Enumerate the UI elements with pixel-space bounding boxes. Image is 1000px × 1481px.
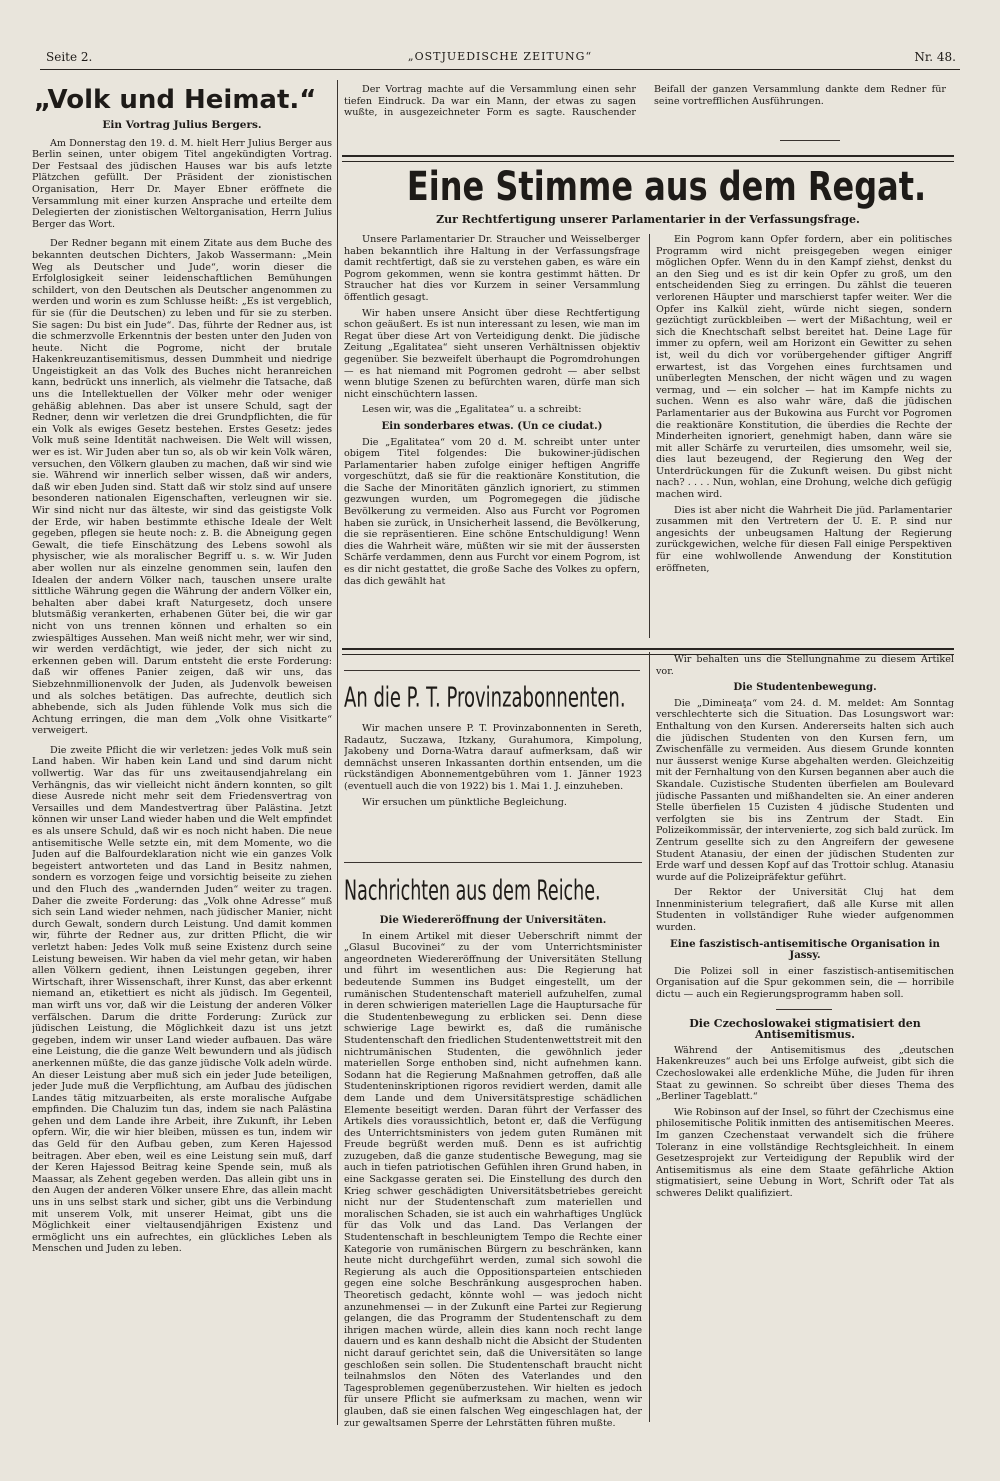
paragraph: Wie Robinson auf der Insel, so führt der Czechismus eine philosemitische Politik inmitten des antisemitischen Meeres. Im ganzen Czechenstaat verwandelt sich die frühere Toleranz in eine vollständige Rechtsgleichheit. In einem Gesetzesprojekt zur Verteidigung der Republik wird der Antisemitismus als eine dem Staate gefährliche Aktion stigmatisiert, seine Uebung in Wort, Schrift oder Tat als schweres Delikt qualifiziert. <box>656 1106 954 1199</box>
article-nachrichten-right <box>656 654 954 1434</box>
paragraph: Unsere Parlamentarier Dr. Straucher und Weisselberger haben bekanntlich ihre Haltung in der Verfassungsfrage damit rechtfertigt, daß sie zu verstehen gaben, es wäre ein Pogrom gekommen, wenn sie kontra gestimmt hätten. Dr Straucher hat dies vor Kurzem in seiner Versammlung öffentlich gesagt. <box>344 234 640 303</box>
section-rule <box>344 862 642 863</box>
section-rule <box>342 155 954 162</box>
paragraph: Die „Egalitatea“ vom 20 d. M. schreibt unter unter obigem Titel folgendes: Die bukowiner-jüdischen Parlamentarier haben zufolge einiger heftigen Angriffe vorgeschützt, daß sie für die reaktionäre Konstitution, die die Sache der Minoritäten gänzlich ignoriert, zu stimmen gezwungen wurden, um Pogromegegen die jüdische Bevölkerung zu vermeiden. Also aus Furcht vor Pogromen haben sie zurück, in Unsicherheit lassend, die Bevölkerung, die sie repräsentieren. Eine schöne Entschuldigung! Wenn dies die Wahrheit wäre, müßten wir sie mit der äussersten Schärfe verdammen, denn aus Furcht vor einem Pogrom, ist es dir nicht gestattet, die große Sache des Volkes zu opfern, das dich gewählt hat <box>344 436 640 587</box>
article-subtitle: Ein Vortrag Julius Bergers. <box>102 119 262 131</box>
paragraph: Lesen wir, was die „Egalitatea“ u. a schreibt: <box>362 404 582 416</box>
paragraph: Am Donnerstag den 19. d. M. hielt Herr Julius Berger aus Berlin seinen, unter obigem Titel angekündigten Vortrag. Der Festsaal des jüdischen Hauses war bis aufs letzte Plätzchen gefüllt. Der Präsident der zionistischen Organisation, Herr Dr. Mayer Ebner eröffnete die Versammlung mit einer kurzen Ansprache und erteilte dem Delegierten der zionistischen Weltorganisation, Herrn Julius Berger das Wort. <box>32 137 332 230</box>
paragraph: Der Vortrag machte auf die Versammlung einen sehr tiefen Eindruck. Da war ein Mann, der etwas zu sagen wußte, in ausgezeichneter Form es sagte. Rauschender Beifall der ganzen Versammlung dankte dem Redner für seine vortrefflichen Ausführungen. <box>344 84 946 119</box>
end-mark <box>780 140 840 141</box>
regat-title-box <box>342 164 954 212</box>
article-title: „Volk und Heimat.“ <box>34 85 317 115</box>
article-provinzabonnenten <box>344 660 642 858</box>
paragraph: Während der Antisemitismus des „deutschen Hakenkreuzes“ auch bei uns Erfolge aufweist, gibt sich die Czechoslowakei alle erdenkliche Mühe, die Juden für ihren Staat zu gewinnen. So schreibt über dieses Thema des „Berliner Tageblatt.“ <box>656 1044 954 1103</box>
column-divider <box>337 80 338 1425</box>
section-subheading: Die Studentenbewegung. <box>733 681 877 694</box>
article-volk-und-heimat <box>32 80 332 1425</box>
nachrichten-title-box <box>344 870 642 910</box>
paragraph: Die zweite Pflicht die wir verletzen: jedes Volk muß sein Land haben. Wir haben kein Land und sind darum nicht vollwertig. War das für uns zweitausendjahrelang ein Verhängnis, das wir vielleicht nicht ändern konnten, so gilt diese Ausrede nicht mehr seit dem Friedensvertrag von Versailles und dem Mandestvertrag über Palästina. Jetzt können wir unser Land wieder haben und die Welt empfindet es als unsere Schuld, daß wir es noch nicht haben. Die neue antisemitische Welle setzte ein, mit dem Momente, wo die Juden auf die Balfourdeklaration nicht wie ein ganzes Volk begeistert antworteten und das Land in Besitz nahmen, sondern es vorzogen feige und vorsichtig beiseite zu ziehen und den Fluch des „wandernden Juden“ weiter zu tragen. Daher die zweite Forderung: das „Volk ohne Adresse“ muß sich sein Land wieder nehmen, nach jüdischer Manier, nicht durch Gewalt, sondern durch Leistung. Und damit kommen wir, führte der Redner aus, zur dritten Pflicht, die wir verletzt haben: Jedes Volk muß seine Existenz durch seine Leistung beweisen. Wir haben da viel mehr getan, wir haben allen Völkern gedient, ihnen Leistungen gegeben, ihrer Wirtschaft, ihrer Wissenschaft, ihrer Kunst, das aber erkennt niemand an, etikettiert es nicht als jüdisch. Im Gegenteil, man wirft uns vor, daß wir die Leistung der anderen Völker verfälschen. Darum die dritte Forderung: Zurück zur jüdischen Leistung, die Möglichkeit dazu ist uns jetzt gegeben, indem wir unser Land wieder aufbauen. Das wäre eine Leistung, die die ganze Welt bewundern und als jüdisch anerkennen müßte, die das ganze jüdische Volk adeln würde. An dieser Leistung aber muß sich ein jeder Jude beteiligen, jeder Jude muß die Verpflichtung, am Aufbau des jüdischen Landes tätig mitzuarbeiten, als erste moralische Aufgabe empfinden. Die Chaluzim tun das, indem sie nach Palästina gehen und dem Lande ihre Arbeit, ihre Zukunft, ihr Leben opfern. Wir, die wir hier bleiben, müssen es tun, indem wir das Geld für den Aufbau geben, zum Keren Hajessod beitragen. Aber eben, weil es eine Leistung sein muß, darf der Keren Hajessod Beitrag keine Spende sein, muß als Maassar, als Zehent gegeben werden. Das allein gibt uns in den Augen der anderen Völker unsere Ehre, das allein macht uns in uns selbst stark und sicher, gibt uns die Verbindung mit unserem Volk, mit unserer Heimat, gibt uns die Möglichkeit einer vieltausendjährigen Existenz und ermöglicht uns ein aufrechtes, ein glückliches Leben als Menschen und Juden zu leben. <box>32 744 332 1255</box>
page-header <box>40 48 960 70</box>
article-title: Eine Stimme aus dem Regat. <box>406 164 927 210</box>
paragraph: Wir ersuchen um pünktliche Begleichung. <box>362 796 567 808</box>
provinz-title-box <box>344 677 642 717</box>
article-title: Nachrichten aus dem Reiche. <box>344 874 601 907</box>
header-rule <box>40 69 960 70</box>
paragraph: In einem Artikel mit dieser Ueberschrift nimmt der „Glasul Bucovinei“ zu der vom Unterrichtsminister angeordneten Wiedereröffnung der Universitäten Stellung und führt im wesentlichen aus: Die Regierung hat bedeutende Summen ins Budget eingestellt, um der rumänischen Studentenschaft materiell aufzuhelfen, zumal in deren schwierigen materiellen Lage die Hauptursache für die Studentenbewegung zu erblicken sei. Denn diese schwierige Lage bewirkt es, daß die rumänische Studentenschaft den friedlichen Studentenwettstreit mit den nichtrumänischen Studenten, die gewöhnlich jeder materiellen Sorge enthoben sind, nicht aufnehmen kann. Sodann hat die Regierung Maßnahmen getroffen, daß alle Studenteninskriptionen rigoros revidiert werden, damit alle dem Lande und dem Universitätsprestige schädlichen Elemente beseitigt werden. Daran führt der Verfasser des Artikels dies voraussichtlich, betont er, daß die Verfügung des Unterrichtsministers von jedem guten Rumänen mit Freude begrüßt werden muß. Denn es ist aufrichtig zuzugeben, daß die ganze studentische Bewegung, mag sie auch in tiefen patriotischen Gefühlen ihren Grund haben, in eine Sackgasse geraten sei. Die Einstellung des durch den Krieg schwer geschädigten Universitätsbetriebes gereicht nicht nur der Studentenschaft zum materiellen und moralischen Schaden, sie ist auch ein wahrhaftiges Unglück für das Volk und das Land. Das Verlangen der Studentenschaft in beschleunigtem Tempo die Rechte einer Kategorie von rumänischen Bürgern zu beschränken, kann heute nicht durchgeführt werden, zumal sich sowohl die Regierung als auch die Oppositionsparteien entschieden gegen eine solche Beschränkung ausgesprochen haben. Theoretisch gedacht, könnte wohl — was jedoch nicht anzunehmensei — in der Zukunft eine Partei zur Regierung gelangen, die das Programm der Studentenschaft zu dem ihrigen machen würde, allein dies kann noch recht lange dauern und es kann deshalb nicht die Absicht der Studenten nicht darauf gerichtet sein, daß die Universitäten so lange geschloßen sein sollen. Die Studentenschaft braucht nicht teilnahmslos den Nöten des Vaterlandes und den Tagesproblemen gegenüberzustehen. Wir hielten es jedoch für unsere Pflicht sie aufmerksam zu machen, wenn wir glauben, daß sie einen falschen Weg eingeschlagen hat, der zur gewaltsamen Sperre der Lehrstätten führen mußte. <box>344 930 642 1429</box>
regat-column-left <box>344 234 640 640</box>
article-volk-und-heimat-end <box>344 84 946 146</box>
paragraph: Der Rektor der Universität Cluj hat dem Innenministerium telegrafiert, daß alle Kurse mit allen Studenten in vollständiger Ruhe wieder aufgenommen wurden. <box>656 887 954 934</box>
paragraph: Wir behalten uns die Stellungnahme zu diesem Artikel vor. <box>656 654 954 677</box>
column-divider <box>649 234 650 638</box>
article-subtitle: Zur Rechtfertigung unserer Parlamentarier in der Verfassungsfrage. <box>436 213 860 226</box>
section-subheading: Ein sonderbares etwas. (Un ce ciudat.) <box>381 419 603 432</box>
paragraph: Dies ist aber nicht die Wahrheit Die jüd. Parlamentarier zusammen mit den Vertretern der U. E. P. sind nur angesichts der unbeugsamen Haltung der Regierung zurückgewichen, welche für diesen Fall einige Perspektiven für eine wohlwollende Anwendung der Konstitution eröffneten, <box>656 504 952 574</box>
paragraph: Der Redner begann mit einem Zitate aus dem Buche des bekannten deutschen Dichters, Jakob Wassermann: „Mein Weg als Deutscher und Jude“, worin dieser die Erfolglosigkeit seiner leidenschaftlichen Bemühungen schildert, von den Deutschen als Deutscher angenommen zu werden und worin es zum Schlusse heißt: „Es ist vergeblich, für sie (für die Deutschen) zu leben und für sie zu sterben. Sie sagen: Du bist ein Jude“. Das, führte der Redner aus, ist die schmerzvolle Erkenntnis der besten unter den Juden von heute. Nicht die Pogrome, nicht der brutale Hakenkreuzantisemitismus, dessen Dummheit und niedrige Ungeistigkeit an das Volk des Buches nicht heranreichen kann, bedrückt uns innerlich, als vielmehr die Tatsache, daß uns die Intellektuellen der Völker mehr oder weniger gehäßig ablehnen. Das aber ist unsere Schuld, sagt der Redner, denn wir verletzen die drei Grundpflichten, die für ein Volk als ewiges Gesetz bestehen. Erstes Gesetz: jedes Volk muß seine Identität nachweisen. Die Welt will wissen, wer es ist. Wir Juden aber tun so, als ob wir kein Volk wären, versuchen, den Völkern glauben zu machen, daß wir sind wie sie. Während wir innerlich selber wissen, daß wir anders, daß wir eben Juden sind. Statt daß wir stolz sind auf unsere besonderen nationalen Eigenschaften, verleugnen wir sie. Wir sind nicht nur das älteste, wir sind das geistigste Volk der Erde, wir haben bestimmte ethische Ideale der Welt gegeben, pflegen sie heute noch: z. B. die Abneigung gegen Gewalt, die tiefe Einschätzung des Lebens sowohl als physischer, wie als moralischer Begriff u. s. w. Wir Juden aber wollen nur als einzelne genommen sein, laufen den Idealen der andern Völker nach, tauschen unsere uralte sittliche Währung gegen die Währung der andern Völker ein, behalten aber dabei kraft Naturgesetz, doch unsere blutsmäßig verankerten, erhabenen Güter bei, die wir gar nicht von uns trennen können und erhalten so ein zwiespältiges Aussehen. Man weiß nicht mehr, wer wir sind, wir werden verdächtigt, wie jeder, der sich nicht zu erkennen geben will. Darum entsteht die erste Forderung: daß wir offenes Panier zeigen, daß wir uns, das Siebzehnmillionenvolk der Juden, als Judenvolk beweisen und als solches betätigen. Das aufrechte, deutlich sich abhebende, sich als Juden fühlende Volk mus sich die Achtung erringen, die man dem „Volk ohne Visitkarte“ verweigert. <box>32 238 332 737</box>
paragraph: Ein Pogrom kann Opfer fordern, aber ein politisches Programm wird nicht preisgegeben wegen einiger möglichen Opfer. Wenn du in den Kampf ziehst, denkst du an den Sieg und es ist dir kein Opfer zu groß, um den entscheidenden Sieg zu erringen. Du zählst die teueren verlorenen Häupter und marschierst tapfer weiter. Wer die Opfer ins Kalkül zieht, würde nicht siegen, sondern gezüchtigt zurückbleiben — wert der Mißachtung, weil er sich die Knechtschaft selbst bereitet hat. Deine Lage für immer zu opfern, weil am Horizont ein Gewitter zu sehen ist, weil du dich vor vorübergehender giftiger Angriff erwartest, ist das Vorgehen eines furchtsamen und unüberlegten Menschen, der nicht wägen und zu wagen vermag, und — ein solcher — hat im Kampfe nichts zu suchen. Wenn es also wahr wäre, daß die jüdischen Parlamentarier aus der Bukowina aus Furcht vor Pogromen die reaktionäre Konstitution, die überdies die Rechte der Minderheiten ignoriert, genehmigt haben, dann wäre sie mit aller Schärfe zu verurteilen, dies umsomehr, weil sie, dies laut bezeugend, der Regierung den Weg der Unterdrückungen für die Zukunft weisen. Du gibst nicht nach? . . . . Nun, wohlan, eine Drohung, welche dich gefügig machen wird. <box>656 234 952 501</box>
issue-number: Nr. 48. <box>914 50 956 64</box>
end-mark <box>776 1009 832 1010</box>
paragraph: Wir machen unsere P. T. Provinzabonnenten in Sereth, Radautz, Suczawa, Itzkany, Gurahumora, Kimpolung, Jakobeny und Dorna-Watra darauf aufmerksam, daß wir demnächst unseren Inkassanten dorthin entsenden, um die rückständigen Abonnementgebühren vom 1. Jänner 1923 (eventuell auch die von 1922) bis 1. Mai 1. J. einzuheben. <box>344 723 642 792</box>
section-subheading: Eine faszistisch-antisemitische Organisation in Jassy. <box>670 937 940 962</box>
newspaper-name: „OSTJUEDISCHE ZEITUNG“ <box>407 50 593 63</box>
section-subheading: Die Czechoslowakei stigmatisiert den Antisemitismus. <box>689 1016 921 1042</box>
paragraph: Die „Dimineaţa“ vom 24. d. M. meldet: Am Sonntag verschlechterte sich die Situation. Das Losungswort war: Enthaltung von den Kursen. Andererseits halten sich auch die jüdischen Studenten von den Kursen fern, um Zwischenfälle zu vermeiden. Aus diesem Grunde konnten nur äusserst wenige Kurse abgehalten werden. Gleichzeitig mit der Fernhaltung von den Kursen begannen aber auch die Skandale. Cuzistische Studenten überfielen am Boulevard jüdische Passanten und mißhandelten sie. An einer anderen Stelle überfielen 15 Cuzisten 4 jüdische Studenten und verfolgten sie bis ins Zentrum der Stadt. Ein Polizeikommissär, der intervenierte, zog sich bald zurück. Im Zentrum gesellte sich zu den Angreifern der gewesene Student Atanasiu, der einen der jüdischen Studenten zur Erde warf und dessen Kopf auf das Trottoir schlug. Atanasiu wurde auf die Polizeipräfektur geführt. <box>656 697 954 883</box>
column-divider <box>649 652 650 1422</box>
paragraph: Die Polizei soll in einer faszistisch-antisemitischen Organisation auf die Spur gekommen sein, die — horribile dictu — auch ein Regierungsprogramm haben soll. <box>656 965 954 1001</box>
title-rule <box>344 670 640 671</box>
page-number: Seite 2. <box>46 50 93 64</box>
article-nachrichten-left <box>344 870 642 1470</box>
regat-column-right <box>656 234 952 640</box>
article-title: An die P. T. Provinzabonnenten. <box>344 681 626 714</box>
article-subtitle: Die Wiedereröffnung der Universitäten. <box>379 914 607 926</box>
paragraph: Wir haben unsere Ansicht über diese Rechtfertigung schon geäußert. Es ist nun interessant zu lesen, wie man im Regat über diese Art von Verteidigung denkt. Die jüdische Zeitung „Egalitatea“ sieht unseren Verhältnissen objektiv gegenüber. Sie bezweifelt überhaupt die Pogromdrohungen — es hat niemand mit Pogromen gedroht — aber selbst wenn blutige Szenen zu befürchten waren, dürfe man sich nicht einschüchtern lassen. <box>344 307 640 400</box>
